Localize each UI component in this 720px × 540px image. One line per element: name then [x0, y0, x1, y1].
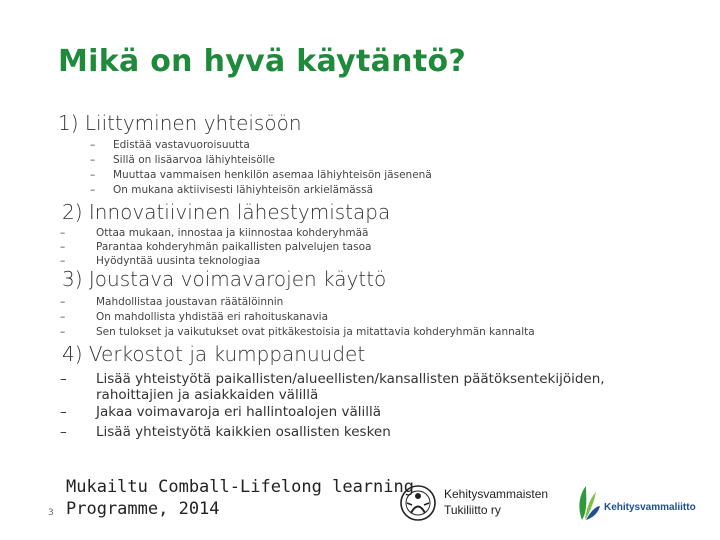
bullet-dash: – — [60, 255, 66, 267]
bullet-dash: – — [60, 311, 66, 323]
kehitysvammaliitto-logo — [576, 482, 710, 524]
list-item-text: On mukana aktiivisesti lähiyhteisön arkielämässä — [113, 184, 374, 196]
list-item-text: Jakaa voimavaroja eri hallintoalojen välillä — [96, 404, 381, 420]
list-item — [60, 326, 580, 340]
list-item-text: Hyödyntää uusinta teknologiaa — [96, 255, 261, 267]
list-item — [90, 139, 510, 153]
list-item — [60, 311, 580, 325]
list-item-continued — [60, 387, 700, 403]
source-credit-line1: Mukailtu Comball-Lifelong learning — [66, 477, 414, 497]
list-item — [90, 154, 510, 168]
list-item-text: Lisää yhteistyötä kaikkien osallisten kesken — [96, 424, 391, 440]
list-item-text: Mahdollistaa joustavan räätälöinnin — [96, 296, 284, 308]
section-heading-3: 3) Joustava voimavarojen käyttö — [62, 267, 387, 291]
logo1-line2: Tukiliitto ry — [444, 503, 501, 517]
kehitysvammaliitto-leaf-icon — [576, 484, 602, 522]
list-item-text: Sen tulokset ja vaikutukset ovat pitkäkestoisia ja mitattavia kohderyhmän kannalta — [96, 326, 535, 338]
list-item-text: Parantaa kohderyhmän paikallisten palvelujen tasoa — [96, 241, 372, 253]
bullet-dash: – — [60, 404, 67, 420]
bullet-dash: – — [90, 154, 96, 166]
list-item-text: Muuttaa vammaisen henkilön asemaa lähiyhteisön jäsenenä — [113, 169, 432, 181]
tukiliitto-emblem-icon — [398, 483, 438, 523]
list-item — [90, 169, 510, 183]
list-item-text: Ottaa mukaan, innostaa ja kiinnostaa kohderyhmää — [96, 227, 369, 239]
list-item-text: Edistää vastavuoroisuutta — [113, 139, 250, 151]
source-credit — [66, 476, 414, 520]
bullet-dash: – — [60, 326, 66, 338]
list-item-text: Lisää yhteistyötä paikallisten/alueellisten/kansallisten päätöksentekijöiden, — [96, 371, 605, 387]
bullet-dash: – — [60, 371, 67, 387]
source-credit-line2: Programme, 2014 — [66, 499, 220, 519]
section-heading-1: 1) Liittyminen yhteisöön — [58, 111, 302, 135]
bullet-dash: – — [60, 241, 66, 253]
list-item — [90, 184, 510, 198]
list-item — [60, 424, 700, 440]
bullet-dash: – — [90, 139, 96, 151]
logo1-line1: Kehitysvammaisten — [444, 487, 549, 501]
bullet-dash: – — [60, 424, 67, 440]
bullet-dash: – — [90, 184, 96, 196]
bullet-dash: – — [60, 296, 66, 308]
logo2-text: Kehitysvammaliitto — [604, 502, 696, 513]
list-item — [60, 371, 700, 387]
bullet-dash: – — [90, 169, 96, 181]
list-item — [60, 241, 480, 255]
list-item-text: Sillä on lisäarvoa lähiyhteisölle — [113, 154, 275, 166]
list-item-text: rahoittajien ja asiakkaiden välillä — [96, 387, 319, 403]
page-number: 3 — [48, 508, 54, 518]
section-heading-2: 2) Innovatiivinen lähestymistapa — [62, 200, 391, 224]
bullet-dash: – — [60, 227, 66, 239]
kehitysvammaisten-tukiliitto-logo — [398, 482, 568, 524]
section-heading-4: 4) Verkostot ja kumppanuudet — [62, 342, 366, 366]
list-item — [60, 227, 480, 241]
list-item-text: On mahdollista yhdistää eri rahoituskanavia — [96, 311, 329, 323]
list-item — [60, 296, 580, 310]
list-item — [60, 404, 700, 420]
slide-title: Mikä on hyvä käytäntö? — [58, 44, 467, 79]
